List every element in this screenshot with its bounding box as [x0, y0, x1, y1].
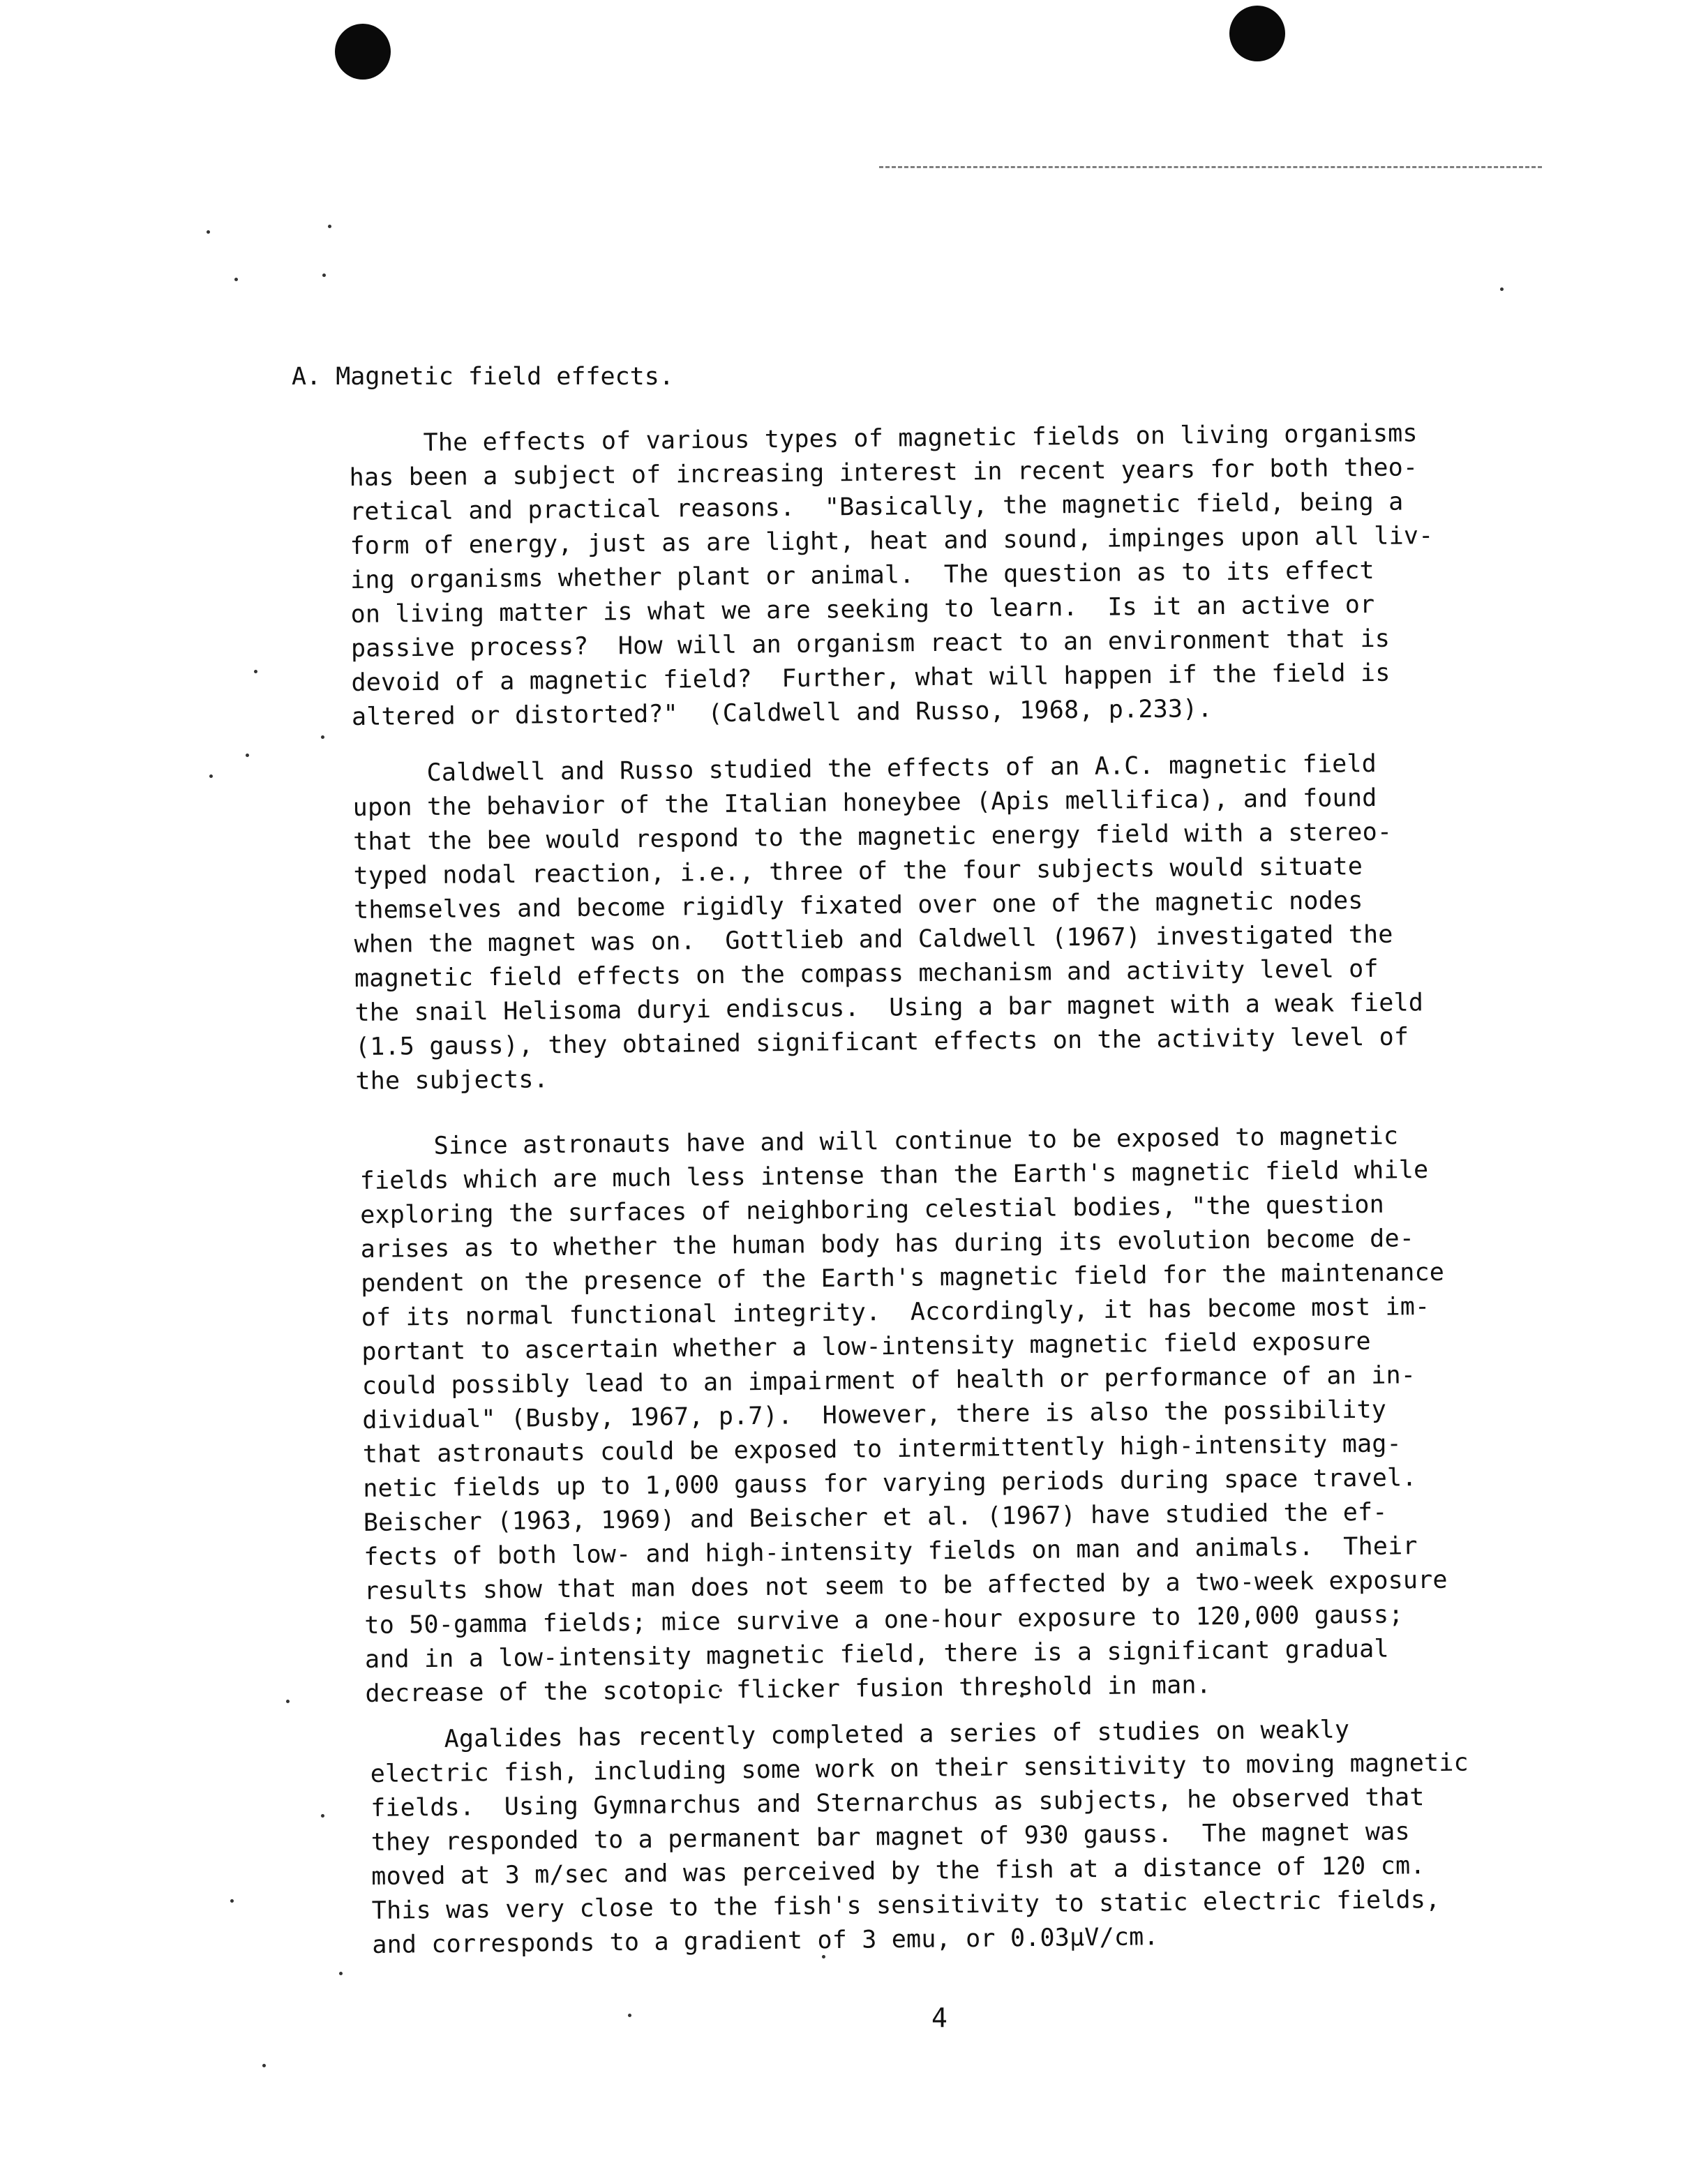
text-line: retical and practical reasons. "Basically, the magnetic field, being a: [349, 488, 1404, 526]
text-line: arises as to whether the human body has during its evolution become de-: [360, 1224, 1415, 1264]
text-line: could possibly lead to an impairment of health or performance of an in-: [361, 1361, 1416, 1400]
text-line: netic fields up to 1,000 gauss for varying periods during space travel.: [363, 1464, 1417, 1503]
text-line: The effects of various types of magnetic fields on living organisms: [349, 419, 1418, 458]
paragraph-magnetic-fields-intro: [349, 417, 1435, 735]
scan-speck: [628, 2014, 631, 2017]
text-line: and in a low-intensity magnetic field, there is a significant gradual: [364, 1635, 1389, 1674]
paragraph-agalides: [370, 1712, 1471, 1963]
text-line: Caldwell and Russo studied the effects of an A.C. magnetic field: [352, 749, 1377, 788]
text-line: to 50-gamma fields; mice survive a one-hour exposure to 120,000 gauss;: [364, 1601, 1404, 1640]
text-line: dividual" (Busby, 1967, p.7). However, there is also the possibility: [362, 1395, 1387, 1435]
punch-hole-left: [335, 24, 391, 80]
text-line: electric fish, including some work on their sensitivity to moving magnetic: [370, 1748, 1469, 1788]
text-line: pendent on the presence of the Earth's magnetic field for the maintenance: [361, 1258, 1445, 1298]
scan-speck: [321, 1814, 324, 1818]
text-line: the subjects.: [355, 1065, 549, 1095]
text-line: form of energy, just as are light, heat and sound, impinges upon all liv-: [350, 522, 1434, 560]
text-line: themselves and become rigidly fixated over one of the magnetic nodes: [353, 887, 1363, 924]
text-line: Beischer (1963, 1969) and Beischer et al. (1967) have studied the ef-: [363, 1498, 1388, 1537]
punch-hole-right: [1229, 6, 1285, 61]
scan-speck: [230, 1899, 234, 1903]
paragraph-astronauts: [359, 1119, 1448, 1712]
text-line: (1.5 gauss), they obtained significant effects on the activity level of: [354, 1023, 1409, 1061]
text-line: devoid of a magnetic field? Further, what will happen if the field is: [351, 659, 1391, 697]
text-line: Agalides has recently completed a series of studies on weakly: [370, 1716, 1350, 1754]
scan-speck: [254, 670, 257, 673]
text-line: portant to ascertain whether a low-intensity magnetic field exposure: [361, 1327, 1371, 1366]
text-line: fects of both low- and high-intensity fields on man and animals. Their: [364, 1532, 1418, 1571]
scan-speck: [328, 225, 331, 228]
text-line: altered or distorted?" (Caldwell and Russo, 1968, p.233).: [351, 695, 1213, 731]
text-line: exploring the surfaces of neighboring celestial bodies, "the question: [360, 1190, 1385, 1229]
scan-speck: [322, 274, 326, 277]
text-line: decrease of the scotopic flicker fusion threshold in man.: [365, 1671, 1212, 1708]
scan-speck: [246, 754, 249, 757]
text-line: magnetic field effects on the compass mechanism and activity level of: [354, 954, 1379, 993]
page-number: 4: [931, 2002, 947, 2033]
paragraph-caldwell-russo: [352, 747, 1424, 1099]
text-line: fields. Using Gymnarchus and Sternarchus as subjects, he observed that: [370, 1783, 1425, 1822]
text-line: ing organisms whether plant or animal. The question as to its effect: [350, 556, 1375, 594]
scan-speck: [262, 2064, 266, 2067]
text-line: passive process? How will an organism react to an environment that is: [350, 624, 1391, 663]
text-line: of its normal functional integrity. Accordingly, it has become most im-: [361, 1292, 1430, 1332]
text-line: that the bee would respond to the magnetic energy field with a stereo-: [352, 818, 1393, 856]
text-line: Since astronauts have and will continue to be exposed to magnetic: [359, 1122, 1399, 1161]
text-line: has been a subject of increasing interest in recent years for both theo-: [349, 454, 1418, 492]
text-line: upon the behavior of the Italian honeybee (Apis mellifica), and found: [352, 784, 1377, 822]
text-line: the snail Helisoma duryi endiscus. Using a bar magnet with a weak field: [354, 989, 1424, 1027]
section-heading: A. Magnetic field effects.: [292, 363, 674, 391]
scan-artifact-line: [879, 166, 1542, 168]
text-line: This was very close to the fish's sensitivity to static electric fields,: [371, 1885, 1441, 1925]
text-line: results show that man does not seem to be affected by a two-week exposure: [364, 1566, 1448, 1605]
text-line: moved at 3 m/sec and was perceived by the fish at a distance of 120 cm.: [371, 1852, 1425, 1891]
text-line: that astronauts could be exposed to intermittently high-intensity mag-: [362, 1430, 1402, 1469]
scan-speck: [321, 735, 324, 739]
text-line: typed nodal reaction, i.e., three of the four subjects would situate: [353, 853, 1363, 890]
text-line: fields which are much less intense than the Earth's magnetic field while: [359, 1155, 1429, 1195]
text-line: they responded to a permanent bar magnet of 930 gauss. The magnet was: [370, 1818, 1410, 1857]
text-line: when the magnet was on. Gottlieb and Caldwell (1967) investigated the: [354, 920, 1393, 959]
scan-speck: [234, 278, 238, 281]
scan-speck: [207, 230, 210, 234]
scan-speck: [209, 774, 213, 778]
text-line: and corresponds to a gradient of 3 emu, or 0.03μV/cm.: [372, 1923, 1159, 1959]
scan-speck: [286, 1700, 290, 1703]
text-line: on living matter is what we are seeking to learn. Is it an active or: [350, 590, 1375, 629]
scan-speck: [1500, 287, 1504, 291]
scan-speck: [339, 1972, 343, 1975]
